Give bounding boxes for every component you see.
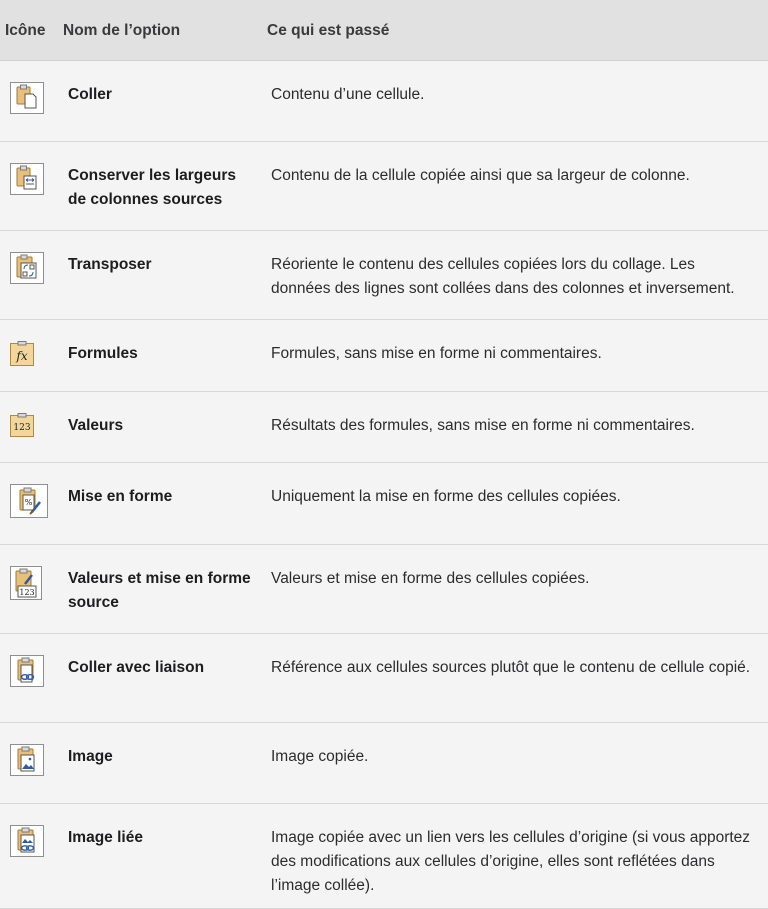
option-name: Coller avec liaison bbox=[68, 659, 205, 676]
keep-source-column-widths-icon bbox=[10, 163, 44, 195]
picture-icon bbox=[10, 744, 44, 776]
values-icon bbox=[10, 413, 44, 445]
table-row bbox=[0, 142, 768, 231]
table-row bbox=[0, 545, 768, 634]
option-description: Contenu de la cellule copiée ainsi que sa largeur de colonne. bbox=[271, 167, 690, 184]
header-what-is-pasted: Ce qui est passé bbox=[267, 22, 390, 39]
option-name: Valeurs bbox=[68, 417, 124, 434]
linked-picture-icon bbox=[10, 825, 44, 857]
option-description: Réoriente le contenu des cellules copiées lors du collage. Les données des lignes sont collées dans des colonnes et inversement. bbox=[271, 256, 735, 297]
table-row bbox=[0, 463, 768, 545]
option-description: Référence aux cellules sources plutôt que le contenu de cellule copié. bbox=[271, 659, 751, 676]
table-row bbox=[0, 804, 768, 909]
option-description: Valeurs et mise en forme des cellules copiées. bbox=[271, 570, 590, 587]
formatting-icon bbox=[10, 484, 48, 518]
formulas-icon bbox=[10, 341, 44, 373]
paste-link-icon bbox=[10, 655, 44, 687]
table-header bbox=[0, 0, 768, 61]
header-icon: Icône bbox=[5, 22, 46, 39]
svg-text:%: % bbox=[24, 498, 33, 507]
option-description: Uniquement la mise en forme des cellules copiées. bbox=[271, 488, 621, 505]
transpose-icon bbox=[10, 252, 44, 284]
option-name: Valeurs et mise en forme source bbox=[68, 570, 251, 611]
option-name: Coller bbox=[68, 86, 112, 103]
table-row bbox=[0, 61, 768, 142]
svg-text:123: 123 bbox=[13, 423, 31, 433]
option-name: Mise en forme bbox=[68, 488, 173, 505]
option-description: Résultats des formules, sans mise en forme ni commentaires. bbox=[271, 417, 695, 434]
table-row bbox=[0, 320, 768, 392]
option-name: Image bbox=[68, 748, 113, 765]
option-name: Image liée bbox=[68, 829, 143, 846]
option-description: Image copiée avec un lien vers les cellules d’origine (si vous apportez des modifications aux cellules d’origine, elles sont reflétées dans l’image collée). bbox=[271, 829, 751, 894]
option-name: Formules bbox=[68, 345, 138, 362]
table-row bbox=[0, 392, 768, 463]
option-description: Image copiée. bbox=[271, 748, 369, 765]
values-and-source-formatting-icon bbox=[10, 566, 42, 600]
option-description: Contenu d’une cellule. bbox=[271, 86, 425, 103]
option-description: Formules, sans mise en forme ni commentaires. bbox=[271, 345, 602, 362]
svg-text:123: 123 bbox=[19, 588, 35, 597]
option-name: Transposer bbox=[68, 256, 152, 273]
table-row bbox=[0, 231, 768, 320]
paste-icon bbox=[10, 82, 44, 114]
option-name: Conserver les largeurs de colonnes sources bbox=[68, 167, 237, 208]
table-row bbox=[0, 634, 768, 723]
table-row bbox=[0, 723, 768, 804]
svg-text:fx: fx bbox=[16, 349, 28, 363]
header-option-name: Nom de l’option bbox=[63, 22, 181, 39]
